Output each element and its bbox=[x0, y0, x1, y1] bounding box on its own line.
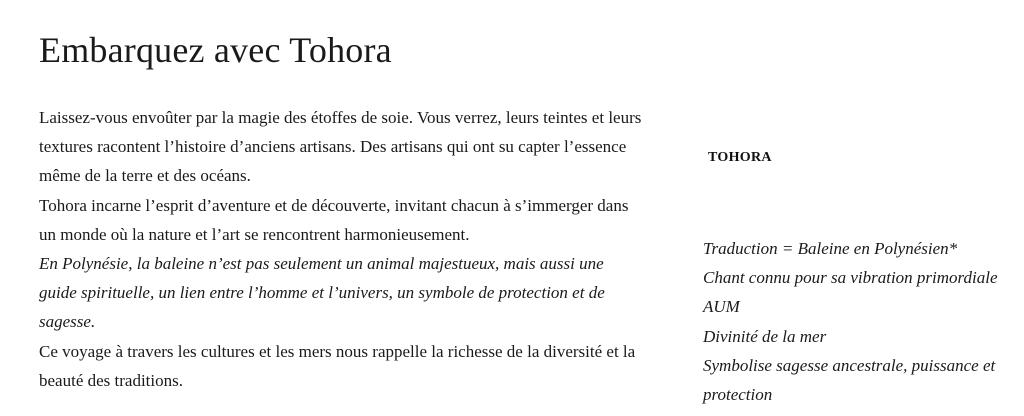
fact-divinity: Divinité de la mer bbox=[703, 326, 827, 346]
paragraph-polynesia: En Polynésie, la baleine n’est pas seulement un animal majestueux, mais aussi une guide spirituelle, un lien entre l’homme et l’univers, un symbole de protection et de sagesse. bbox=[39, 254, 605, 332]
main-content bbox=[39, 28, 644, 395]
paragraph-spirit: Tohora incarne l’esprit d’aventure et de découverte, invitant chacun à s’immerger dans un monde où la nature et l’art se rencontrent harmonieusement. bbox=[39, 195, 629, 244]
sidebar-heading: TOHORA bbox=[708, 150, 772, 165]
fact-translation: Traduction = Baleine en Polynésien* bbox=[703, 239, 958, 258]
page-title: Embarquez avec Tohora bbox=[39, 30, 392, 70]
facts-list bbox=[703, 234, 1013, 409]
fact-symbol: Symbolise sagesse ancestrale, puissance et protection bbox=[703, 355, 996, 405]
paragraph-intro: Laissez-vous envoûter par la magie des étoffes de soie. Vous verrez, leurs teintes et leurs textures racontent l’histoire d’anciens artisans. Des artisans qui ont su capter l’essence même de la terre et des océans. bbox=[39, 108, 642, 186]
paragraph-journey: Ce voyage à travers les cultures et les mers nous rappelle la richesse de la diversité et la beauté des traditions. bbox=[39, 341, 636, 390]
sidebar-facts bbox=[703, 148, 1013, 409]
body-text bbox=[39, 103, 644, 395]
fact-chant: Chant connu pour sa vibration primordiale AUM bbox=[703, 268, 998, 317]
